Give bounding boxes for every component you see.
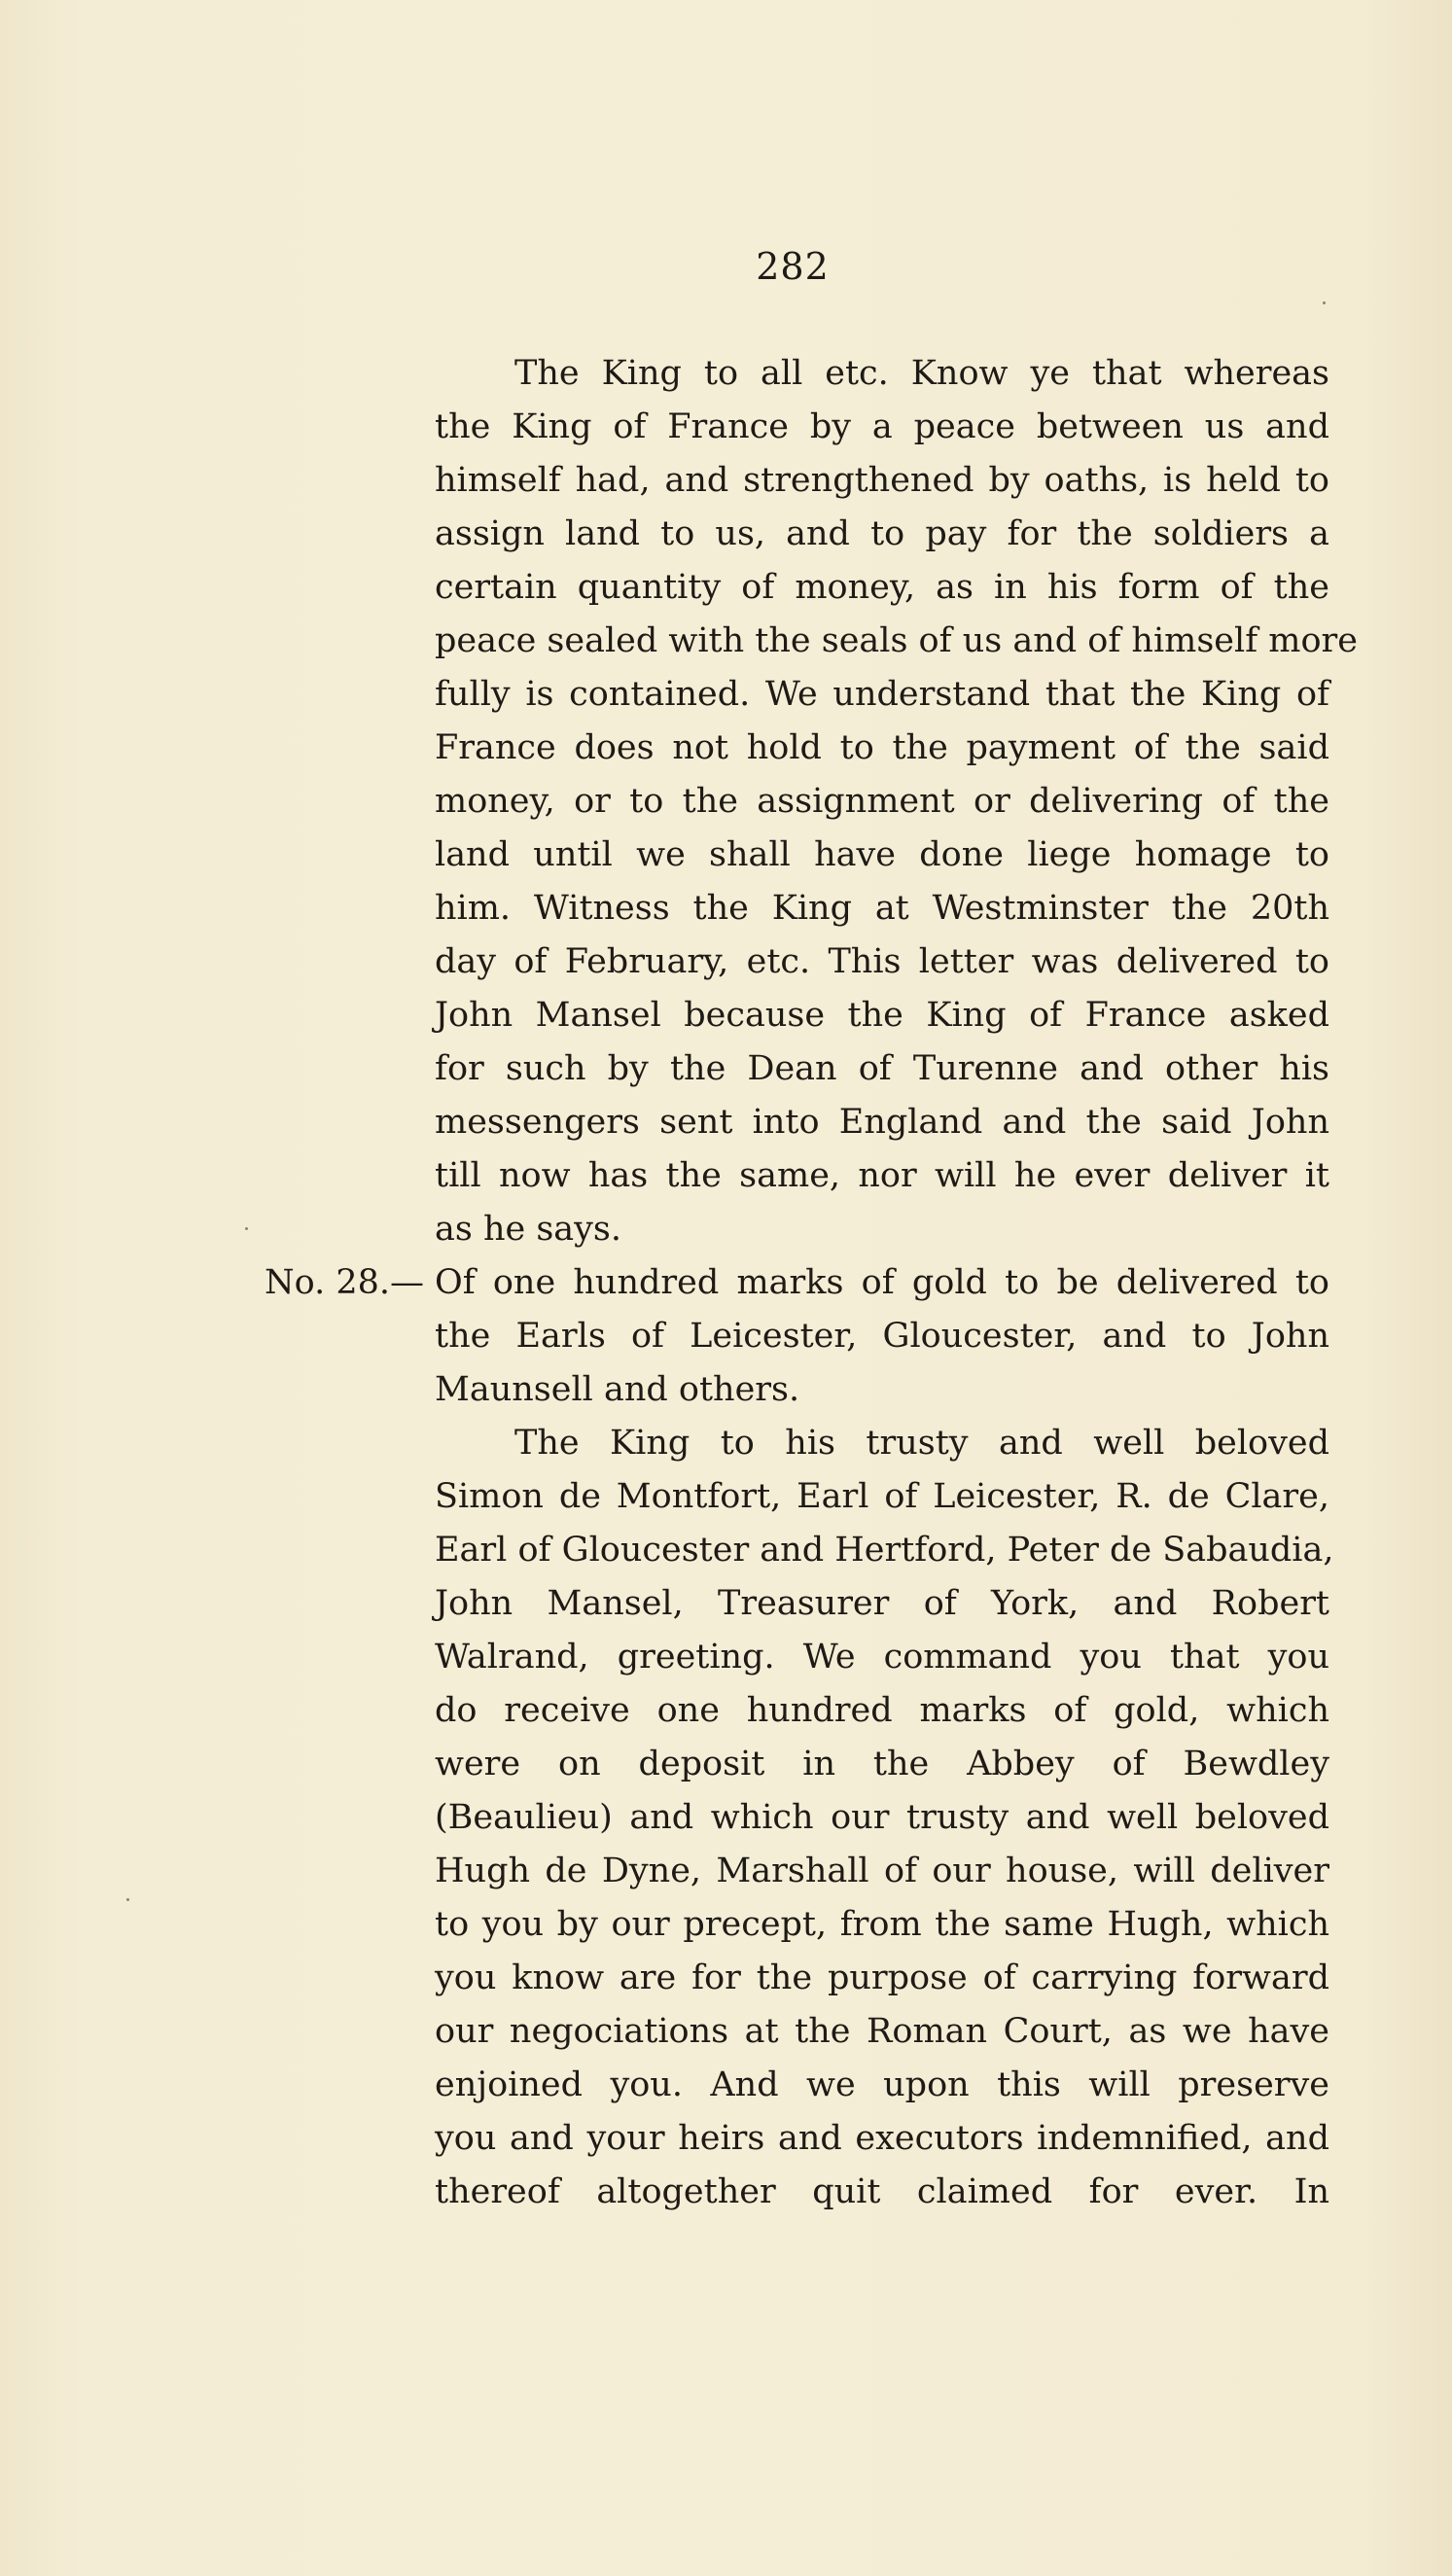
text-line: as he says. — [435, 1210, 622, 1249]
text-line: the King of France by a peace between us and — [435, 407, 1329, 446]
text-line: certain quantity of money, as in his form of the — [435, 568, 1329, 607]
text-line: you know are for the purpose of carrying forward — [435, 1958, 1329, 1997]
text-line: thereof altogether quit claimed for ever. In — [435, 2172, 1329, 2211]
text-line: land until we shall have done liege homage to — [435, 835, 1329, 874]
text-line: money, or to the assignment or delivering of the — [435, 782, 1329, 821]
text-line: The King to his trusty and well beloved — [514, 1424, 1329, 1463]
page-number: 282 — [756, 245, 830, 288]
text-line: enjoined you. And we upon this will preserve — [435, 2065, 1329, 2104]
entry-heading-line: Of one hundred marks of gold to be delivered to — [435, 1263, 1329, 1302]
text-line: till now has the same, nor will he ever deliver it — [435, 1156, 1329, 1195]
text-line: to you by our precept, from the same Hugh, which — [435, 1905, 1329, 1944]
text-line: him. Witness the King at Westminster the 20th — [435, 889, 1329, 928]
text-line: were on deposit in the Abbey of Bewdley — [435, 1745, 1329, 1783]
paper-speck — [1323, 301, 1326, 304]
paper-speck — [126, 1898, 129, 1901]
text-line: you and your heirs and executors indemnified, and — [435, 2119, 1329, 2158]
paper-speck — [245, 1227, 248, 1230]
text-line: himself had, and strengthened by oaths, is held to — [435, 461, 1329, 500]
entry-heading-line: Maunsell and others. — [435, 1370, 800, 1409]
text-line: fully is contained. We understand that the King of — [435, 675, 1329, 714]
text-line: Walrand, greeting. We command you that you — [435, 1638, 1329, 1676]
text-line: peace sealed with the seals of us and of himself more — [435, 621, 1358, 660]
text-line: The King to all etc. Know ye that whereas — [514, 354, 1329, 393]
text-line: messengers sent into England and the said John — [435, 1103, 1329, 1142]
text-line: Hugh de Dyne, Marshall of our house, will deliver — [435, 1852, 1329, 1890]
entry-number: No. 28.— — [265, 1263, 424, 1302]
text-line: (Beaulieu) and which our trusty and well beloved — [435, 1798, 1329, 1837]
text-line: for such by the Dean of Turenne and other his — [435, 1049, 1329, 1088]
text-line: Earl of Gloucester and Hertford, Peter de Sabaudia, — [435, 1531, 1334, 1570]
text-line: our negociations at the Roman Court, as we have — [435, 2012, 1329, 2051]
text-line: day of February, etc. This letter was delivered to — [435, 942, 1329, 981]
text-line: John Mansel, Treasurer of York, and Robert — [435, 1584, 1329, 1623]
text-line: assign land to us, and to pay for the soldiers a — [435, 514, 1329, 553]
entry-heading-line: the Earls of Leicester, Gloucester, and to John — [435, 1317, 1329, 1356]
text-line: France does not hold to the payment of the said — [435, 728, 1329, 767]
text-line: do receive one hundred marks of gold, which — [435, 1691, 1329, 1730]
text-line: Simon de Montfort, Earl of Leicester, R. de Clare, — [435, 1477, 1329, 1516]
text-line: John Mansel because the King of France asked — [435, 996, 1329, 1035]
